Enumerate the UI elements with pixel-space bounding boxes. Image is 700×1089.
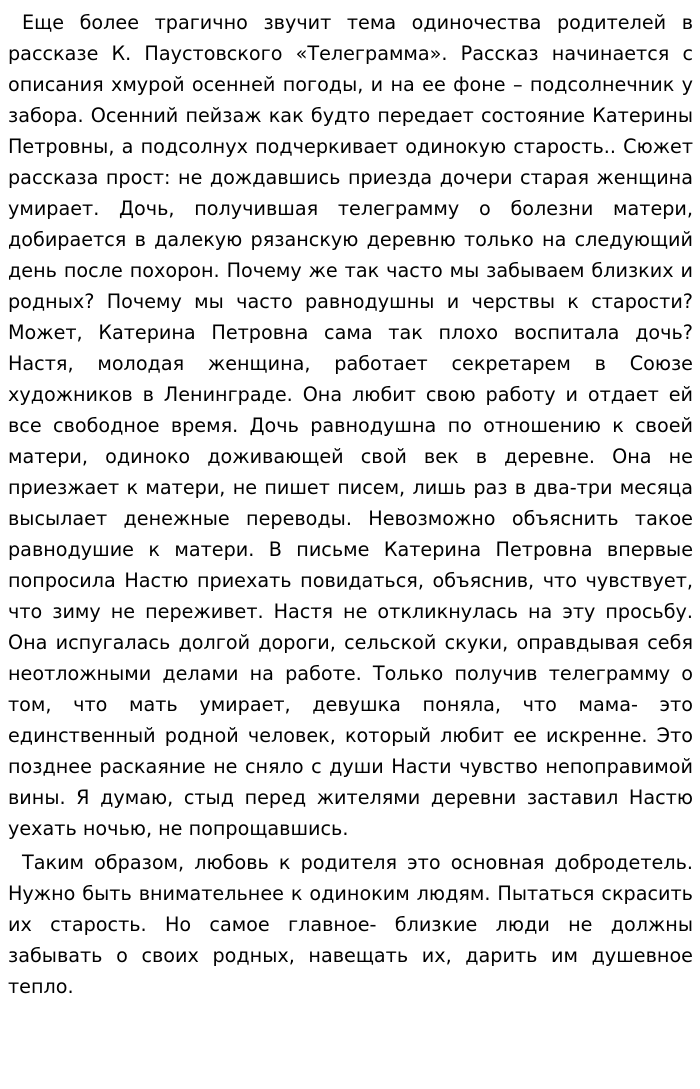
paragraph-main: Еще более трагично звучит тема одиночества родителей в рассказе К. Паустовского «Телеграмма». Рассказ начинается с описания хмурой осенней погоды, и на ее фоне – подсолнечник у забора. Осенний пейзаж как будто передает состояние Катерины Петровны, а подсолнух подчеркивает одинокую старость.. Сюжет рассказа прост: не дождавшись приезда дочери старая женщина умирает. Дочь, получившая телеграмму о болезни матери, добирается в далекую рязанскую деревню только на следующий день после похорон. Почему же так часто мы забываем близких и родных? Почему мы часто равнодушны и черствы к старости? Может, Катерина Петровна сама так плохо воспитала дочь? Настя, молодая женщина, работает секретарем в Союзе художников в Ленинграде. Она любит свою работу и отдает ей все свободное время. Дочь равнодушна по отношению к своей матери, одиноко доживающей свой век в деревне. Она не приезжает к матери, не пишет писем, лишь раз в два-три месяца высылает денежные переводы. Невозможно объяснить такое равнодушие к матери. В письме Катерина Петровна впервые попросила Настю приехать повидаться, объяснив, что чувствует, что зиму не переживет. Настя не откликнулась на эту просьбу. Она испугалась долгой дороги, сельской скуки, оправдывая себя неотложными делами на работе. Только получив телеграмму о том, что мать умирает, девушка поняла, что мама- это единственный родной человек, который любит ее искренне. Это позднее раскаяние не сняло с души Насти чувство непоправимой вины. Я думаю, стыд перед жителями деревни заставил Настю уехать ночью, не попрощавшись. xyxy=(8,11,693,840)
paragraph-conclusion: Таким образом, любовь к родителя это основная добродетель. Нужно быть внимательнее к одиноким людям. Пытаться скрасить их старость. Но самое главное- близкие люди не должны забывать о своих родных, навещать их, дарить им душевное тепло. xyxy=(8,851,693,998)
